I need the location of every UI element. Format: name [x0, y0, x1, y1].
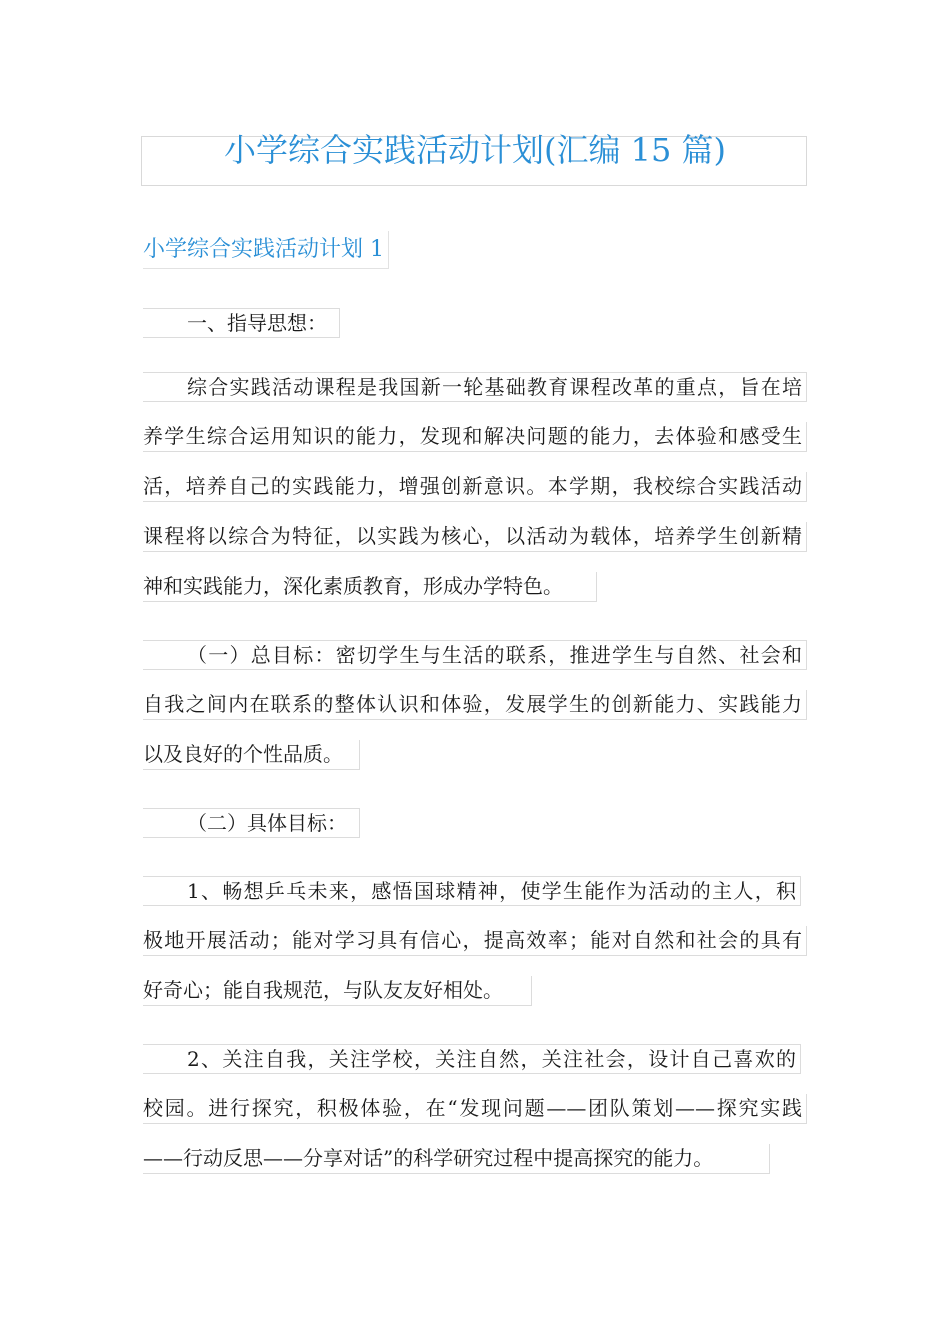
heading-guiding-ideology: 一、指导思想：	[143, 308, 340, 338]
para-1-line-4: 课程将以综合为特征，以实践为核心，以活动为载体，培养学生创新精	[143, 522, 807, 552]
para-1-line-3: 活，培养自己的实践能力，增强创新意识。本学期，我校综合实践活动	[143, 472, 807, 502]
para-2-line-3: 以及良好的个性品质。	[143, 740, 360, 770]
section-title: 小学综合实践活动计划 1	[143, 231, 389, 269]
para-3-line-3: 好奇心；能自我规范，与队友友好相处。	[143, 976, 532, 1006]
para-3-line-1: 1、畅想乒乓未来，感悟国球精神，使学生能作为活动的主人，积	[143, 876, 801, 906]
heading-specific-goals: （二）具体目标：	[143, 808, 360, 838]
para-2-line-1: （一）总目标：密切学生与生活的联系，推进学生与自然、社会和	[143, 640, 807, 670]
para-4-line-1: 2、关注自我，关注学校，关注自然，关注社会，设计自己喜欢的	[143, 1044, 801, 1074]
para-3-line-2: 极地开展活动；能对学习具有信心，提高效率；能对自然和社会的具有	[143, 926, 807, 956]
para-1-line-5: 神和实践能力，深化素质教育，形成办学特色。	[143, 572, 597, 602]
para-4-line-2: 校园。进行探究，积极体验，在“发现问题——团队策划——探究实践	[143, 1094, 807, 1124]
para-1-line-2: 养学生综合运用知识的能力，发现和解决问题的能力，去体验和感受生	[143, 422, 807, 452]
para-1-line-1: 综合实践活动课程是我国新一轮基础教育课程改革的重点，旨在培	[143, 372, 807, 402]
document-title: 小学综合实践活动计划(汇编 15 篇)	[223, 131, 727, 169]
para-4-line-3: ——行动反思——分享对话”的科学研究过程中提高探究的能力。	[143, 1144, 770, 1174]
para-2-line-2: 自我之间内在联系的整体认识和体验，发展学生的创新能力、实践能力	[143, 690, 807, 720]
